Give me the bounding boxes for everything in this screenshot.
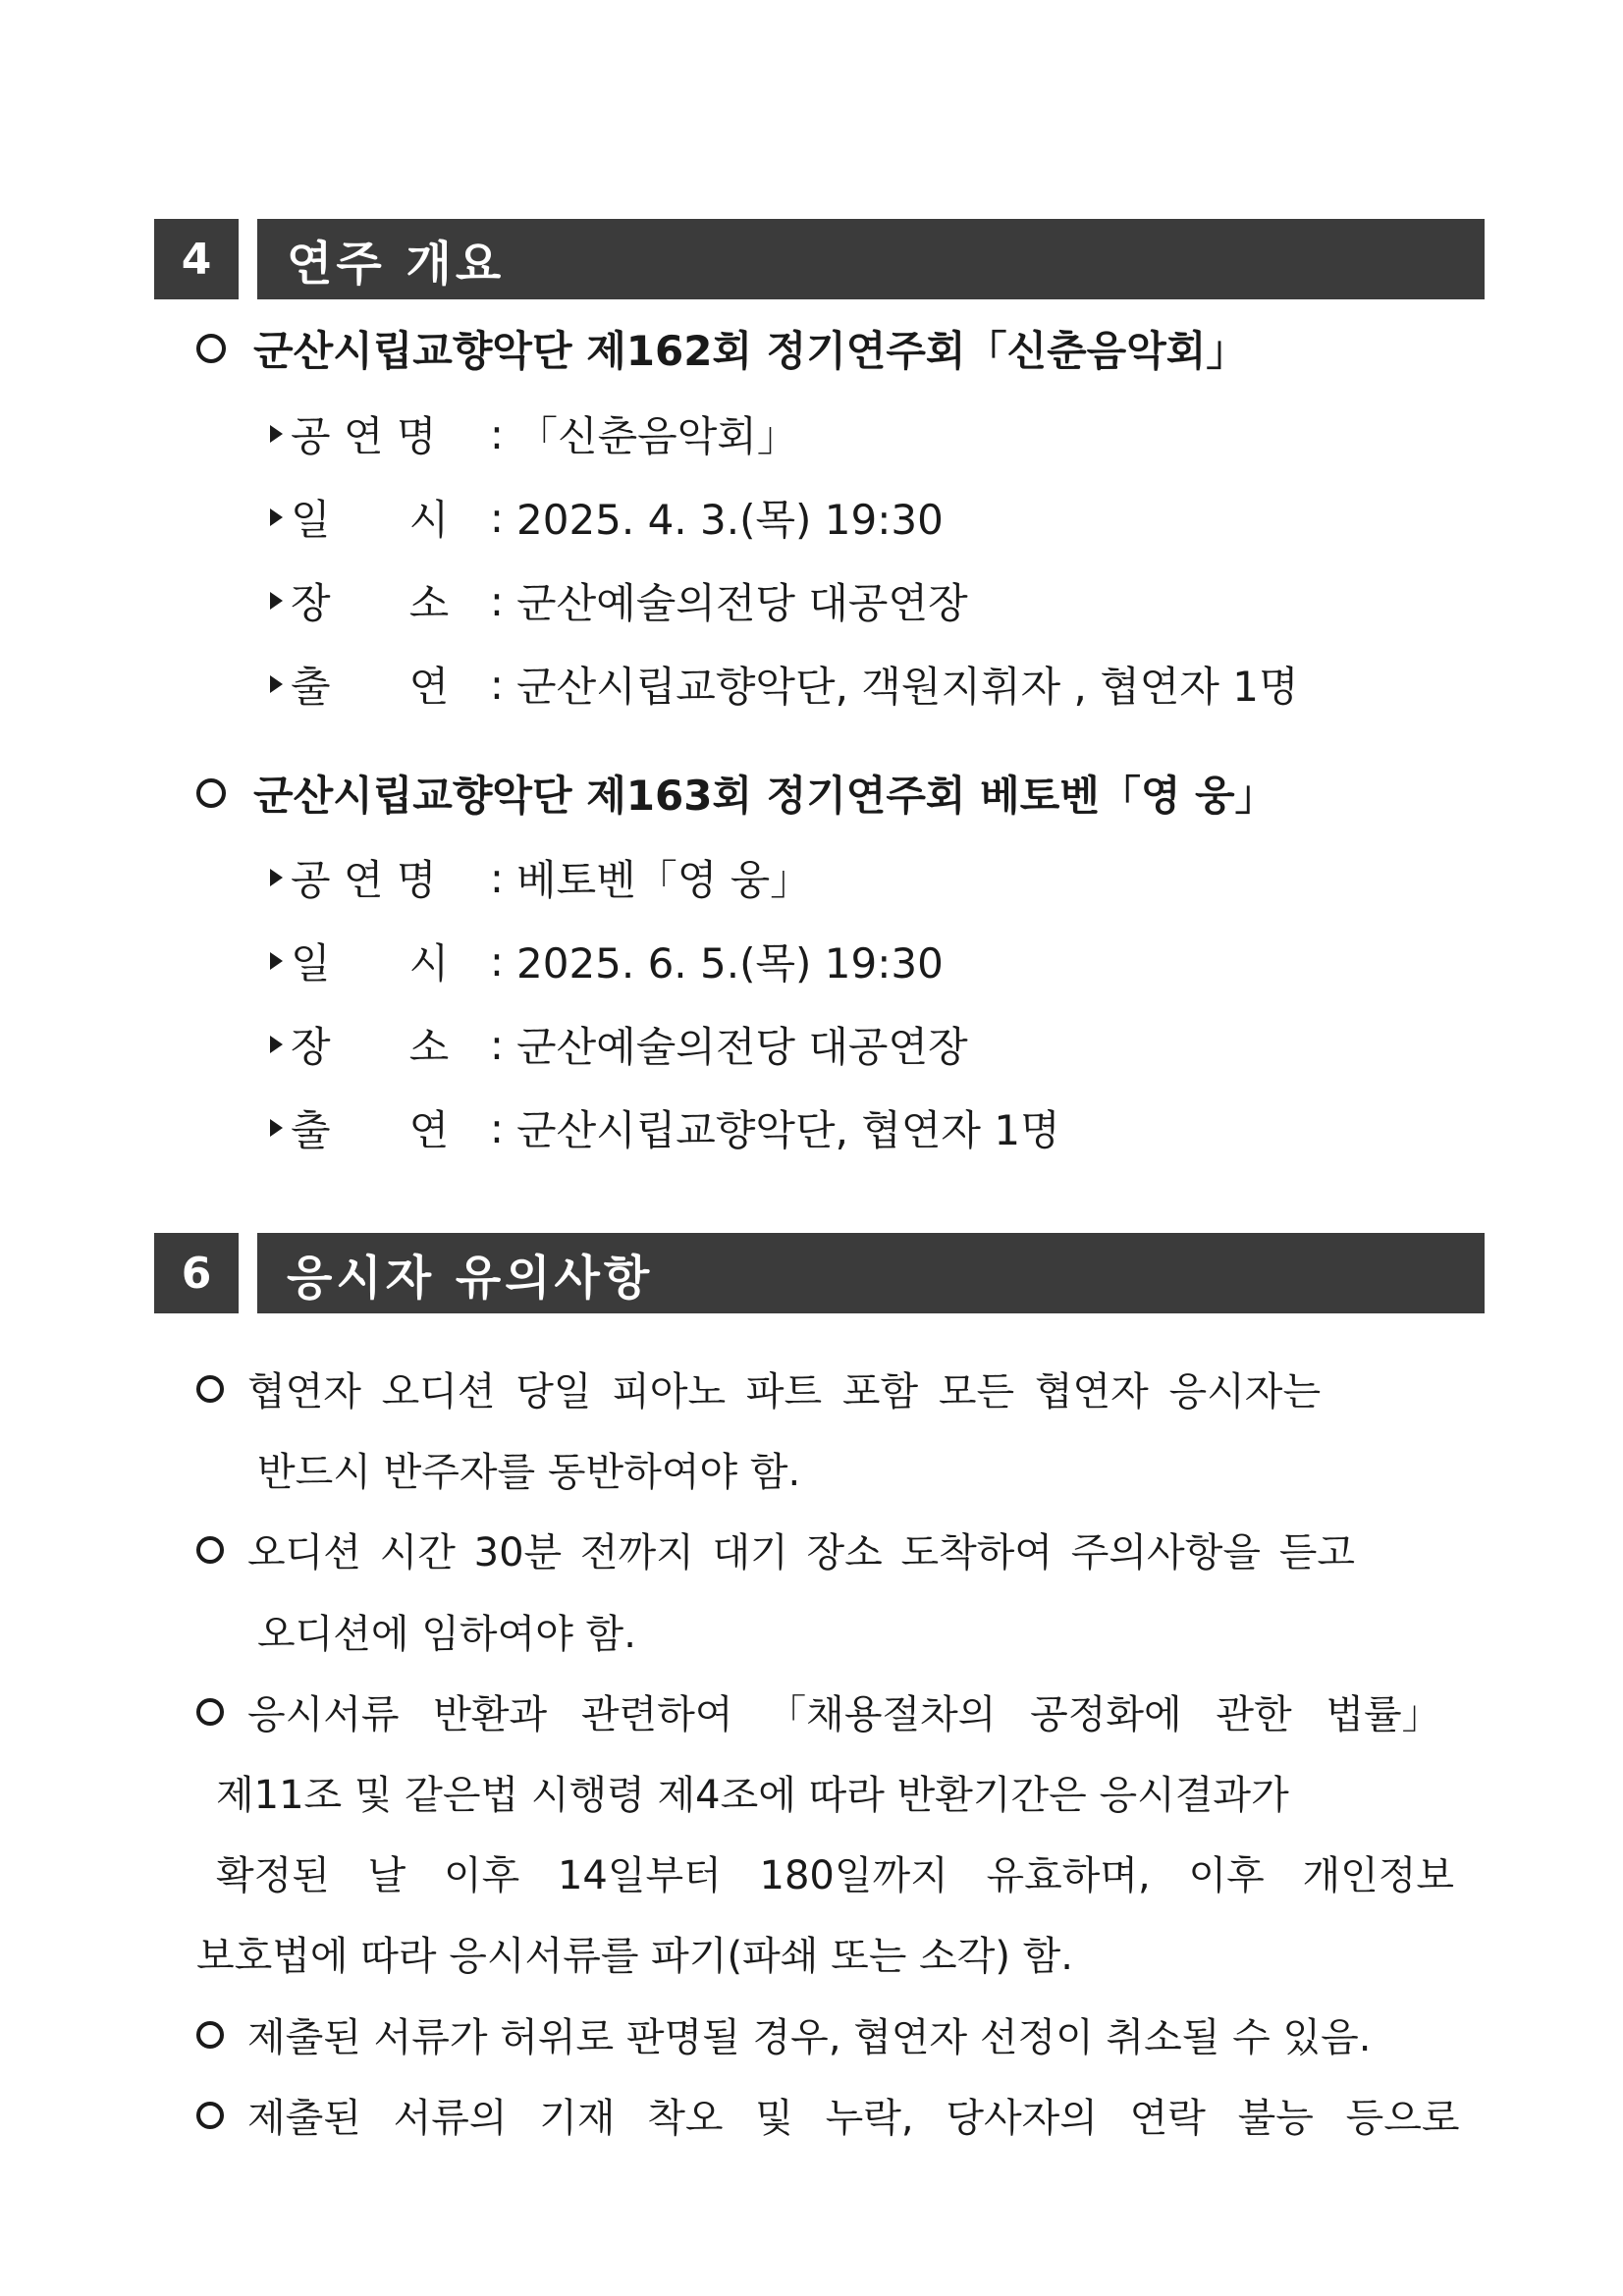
detail-label: 장 소 <box>291 1023 450 1071</box>
detail-separator: : <box>489 936 505 986</box>
circle-bullet-icon <box>196 1698 224 1726</box>
note-item-1 <box>196 1361 1321 1416</box>
triangle-bullet-icon <box>270 1036 283 1053</box>
section-title: 연주 개요 <box>257 219 1485 299</box>
section-number: 4 <box>154 219 239 299</box>
concert-heading-text: 군산시립교향악단 제163회 정기연주회 베토벤「영 웅」 <box>253 772 1276 820</box>
note-text: 응시서류 반환과 관련하여 「채용절차의 공정화에 관한 법률」 <box>247 1692 1441 1737</box>
detail-label: 출 연 <box>291 1106 450 1154</box>
concert-detail <box>270 932 944 990</box>
detail-value: 군산예술의전당 대공연장 <box>516 579 968 627</box>
concert-detail <box>270 1015 968 1074</box>
triangle-bullet-icon <box>270 508 283 526</box>
concert-heading-2 <box>196 764 1276 823</box>
detail-separator: : <box>489 409 505 458</box>
section-number: 6 <box>154 1233 239 1313</box>
detail-value: 「신춘음악회」 <box>516 412 798 460</box>
section-header-6 <box>154 1233 1485 1313</box>
concert-heading-1 <box>196 319 1247 378</box>
concert-detail <box>270 848 811 907</box>
triangle-bullet-icon <box>270 1119 283 1137</box>
triangle-bullet-icon <box>270 425 283 443</box>
concert-heading-text: 군산시립교향악단 제162회 정기연주회「신춘음악회」 <box>253 327 1248 375</box>
triangle-bullet-icon <box>270 869 283 886</box>
triangle-bullet-icon <box>270 952 283 970</box>
detail-separator: : <box>489 1103 505 1152</box>
circle-bullet-icon <box>196 778 226 808</box>
concert-detail <box>270 655 1299 714</box>
triangle-bullet-icon <box>270 675 283 693</box>
detail-label: 일 시 <box>291 939 450 988</box>
detail-value: 2025. 4. 3.(목) 19:30 <box>516 496 944 544</box>
circle-bullet-icon <box>196 1536 224 1564</box>
note-continuation: 확정된 날 이후 14일부터 180일까지 유효하며, 이후 개인정보 <box>216 1853 1455 1898</box>
detail-value: 베토벤「영 웅」 <box>516 856 812 904</box>
detail-separator: : <box>489 576 505 625</box>
detail-value: 2025. 6. 5.(목) 19:30 <box>516 939 944 988</box>
detail-value: 군산시립교향악단, 협연자 1명 <box>516 1106 1060 1154</box>
detail-label: 출 연 <box>291 663 450 711</box>
detail-separator: : <box>489 660 505 709</box>
note-continuation: 오디션에 임하여야 함. <box>257 1612 636 1657</box>
detail-separator: : <box>489 493 505 542</box>
circle-bullet-icon <box>196 2021 224 2049</box>
note-item-2 <box>196 1522 1355 1577</box>
concert-detail <box>270 404 798 463</box>
note-continuation: 반드시 반주자를 동반하여야 함. <box>257 1450 801 1495</box>
note-continuation: 보호법에 따라 응시서류를 파기(파쇄 또는 소각) 함. <box>196 1934 1074 1979</box>
note-text: 제출된 서류의 기재 착오 및 누락, 당사자의 연락 불능 등으로 <box>247 2096 1460 2141</box>
detail-label: 장 소 <box>291 579 450 627</box>
concert-detail <box>270 571 968 630</box>
note-text: 오디션 시간 30분 전까지 대기 장소 도착하여 주의사항을 듣고 <box>247 1530 1355 1575</box>
triangle-bullet-icon <box>270 592 283 610</box>
detail-label: 공 연 명 <box>291 412 437 460</box>
note-text: 협연자 오디션 당일 피아노 파트 포함 모든 협연자 응시자는 <box>247 1369 1322 1415</box>
detail-label: 공 연 명 <box>291 856 437 904</box>
section-header-4 <box>154 219 1485 299</box>
section-title: 응시자 유의사항 <box>257 1233 1485 1313</box>
detail-label: 일 시 <box>291 496 450 544</box>
circle-bullet-icon <box>196 334 226 363</box>
concert-detail <box>270 1098 1060 1157</box>
note-item-5 <box>196 2087 1460 2143</box>
detail-separator: : <box>489 1020 505 1069</box>
note-item-3 <box>196 1683 1478 1739</box>
detail-separator: : <box>489 853 505 902</box>
note-continuation: 제11조 및 같은법 시행령 제4조에 따라 반환기간은 응시결과가 <box>216 1773 1289 1818</box>
concert-detail <box>270 488 944 547</box>
circle-bullet-icon <box>196 2102 224 2129</box>
detail-value: 군산예술의전당 대공연장 <box>516 1023 968 1071</box>
detail-value: 군산시립교향악단, 객원지휘자 , 협연자 1명 <box>516 663 1299 711</box>
note-text: 제출된 서류가 허위로 판명될 경우, 협연자 선정이 취소될 수 있음. <box>247 2015 1372 2060</box>
note-item-4 <box>196 2006 1372 2062</box>
circle-bullet-icon <box>196 1375 224 1403</box>
